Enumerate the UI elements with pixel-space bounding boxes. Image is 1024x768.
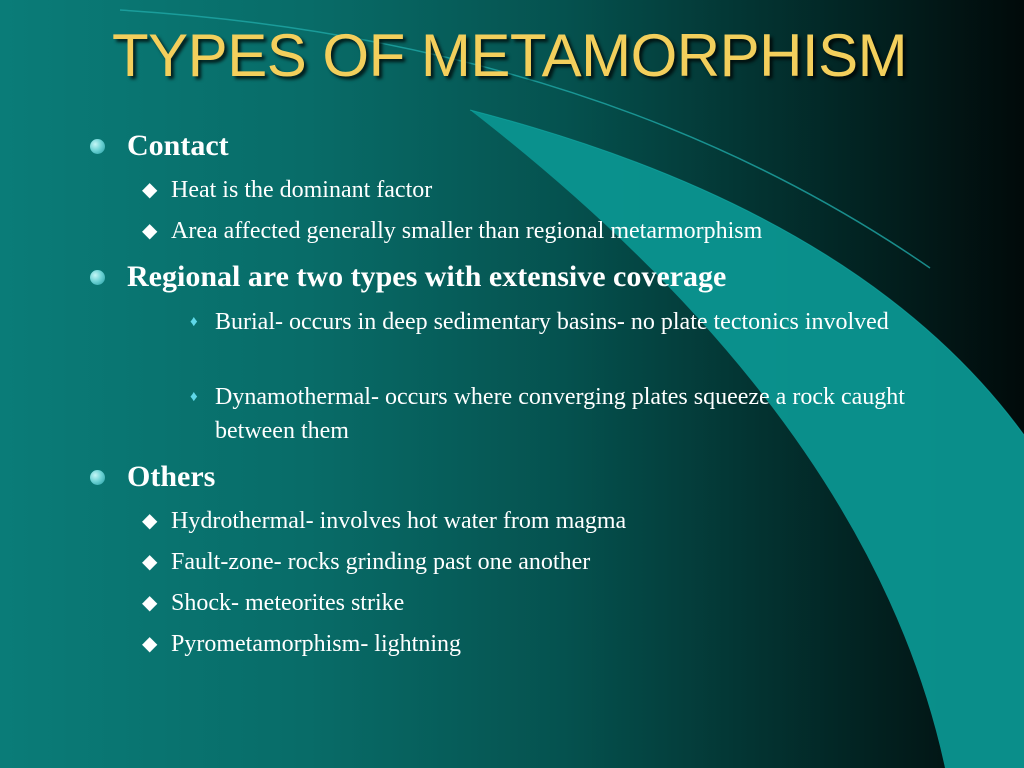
- diamond-bullet-icon: ◆: [142, 633, 158, 655]
- sub-bullet: [142, 588, 405, 618]
- diamond-bullet-icon: ◆: [142, 551, 158, 573]
- sub-bullet: [142, 216, 763, 246]
- sub-bullet: [190, 305, 925, 339]
- item-text: Heat is the dominant factor: [171, 177, 433, 203]
- heading-text: Others: [127, 460, 216, 493]
- item-text: Dynamothermal- occurs where converging plates squeeze a rock caught between them: [215, 384, 905, 444]
- diamond-bullet-icon: ◆: [142, 592, 158, 614]
- sub-bullet: [142, 547, 591, 577]
- circle-bullet-icon: [90, 139, 105, 154]
- heading-text: Regional are two types with extensive coverage: [127, 260, 727, 293]
- circle-bullet-icon: [90, 470, 105, 485]
- item-text: Area affected generally smaller than regional metarmorphism: [171, 218, 763, 244]
- sub-bullet: [142, 175, 433, 205]
- item-text: Pyrometamorphism- lightning: [171, 631, 461, 657]
- item-text: Shock- meteorites strike: [171, 590, 405, 616]
- bullet-contact: [127, 128, 229, 164]
- item-text: Burial- occurs in deep sedimentary basins- no plate tectonics involved: [215, 309, 889, 335]
- bullet-others: [127, 459, 215, 495]
- sub-bullet: [142, 506, 627, 536]
- small-diamond-bullet-icon: ♦: [190, 314, 198, 330]
- heading-text: Contact: [127, 129, 229, 162]
- sub-bullet: [190, 380, 925, 448]
- circle-bullet-icon: [90, 270, 105, 285]
- small-diamond-bullet-icon: ♦: [190, 389, 198, 405]
- diamond-bullet-icon: ◆: [142, 220, 158, 242]
- sub-bullet: [142, 629, 461, 659]
- slide-title: TYPES OF METAMORPHISM: [112, 22, 908, 89]
- diamond-bullet-icon: ◆: [142, 510, 158, 532]
- bullet-regional: [127, 259, 726, 295]
- item-text: Fault-zone- rocks grinding past one another: [171, 549, 591, 575]
- diamond-bullet-icon: ◆: [142, 179, 158, 201]
- item-text: Hydrothermal- involves hot water from magma: [171, 508, 627, 534]
